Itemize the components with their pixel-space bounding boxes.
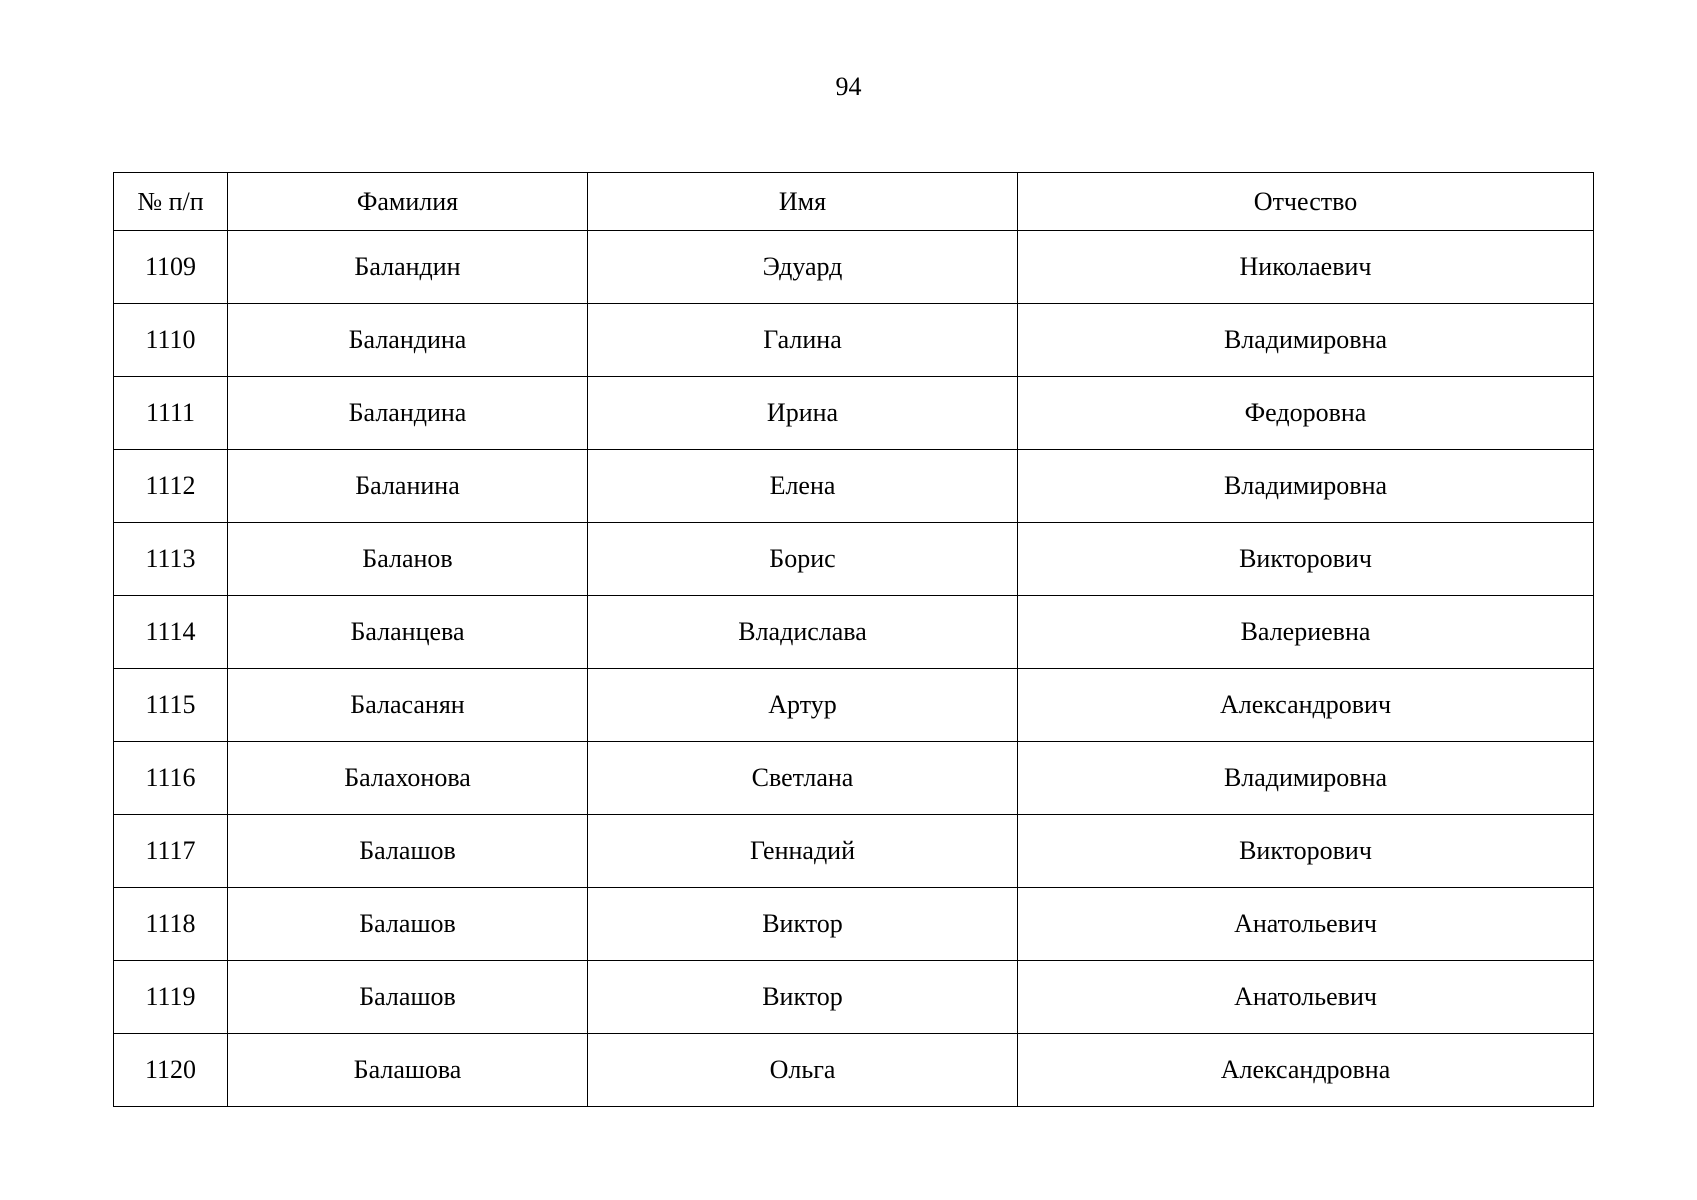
cell-first-name: Геннадий <box>588 815 1018 888</box>
cell-patronymic: Викторович <box>1018 523 1594 596</box>
header-num: № п/п <box>114 173 228 231</box>
cell-num: 1120 <box>114 1034 228 1107</box>
cell-patronymic: Владимировна <box>1018 742 1594 815</box>
cell-last-name: Баландин <box>228 231 588 304</box>
cell-last-name: Баланов <box>228 523 588 596</box>
cell-last-name: Баланцева <box>228 596 588 669</box>
cell-first-name: Эдуард <box>588 231 1018 304</box>
cell-patronymic: Федоровна <box>1018 377 1594 450</box>
table-row <box>114 231 1594 304</box>
cell-num: 1117 <box>114 815 228 888</box>
cell-last-name: Балашова <box>228 1034 588 1107</box>
table-row <box>114 304 1594 377</box>
cell-last-name: Баланина <box>228 450 588 523</box>
table-row <box>114 669 1594 742</box>
names-table <box>113 172 1594 1107</box>
cell-patronymic: Валериевна <box>1018 596 1594 669</box>
cell-first-name: Виктор <box>588 961 1018 1034</box>
cell-patronymic: Анатольевич <box>1018 888 1594 961</box>
cell-num: 1118 <box>114 888 228 961</box>
cell-last-name: Балашов <box>228 961 588 1034</box>
cell-patronymic: Николаевич <box>1018 231 1594 304</box>
table-row <box>114 742 1594 815</box>
header-last-name: Фамилия <box>228 173 588 231</box>
table-row <box>114 596 1594 669</box>
table-row <box>114 961 1594 1034</box>
cell-patronymic: Анатольевич <box>1018 961 1594 1034</box>
cell-patronymic: Владимировна <box>1018 304 1594 377</box>
cell-num: 1113 <box>114 523 228 596</box>
cell-first-name: Ольга <box>588 1034 1018 1107</box>
page-number: 94 <box>835 72 862 101</box>
cell-num: 1112 <box>114 450 228 523</box>
cell-last-name: Баландина <box>228 304 588 377</box>
table-header-row <box>114 173 1594 231</box>
cell-last-name: Балахонова <box>228 742 588 815</box>
header-patronymic: Отчество <box>1018 173 1594 231</box>
cell-first-name: Виктор <box>588 888 1018 961</box>
cell-patronymic: Александрович <box>1018 669 1594 742</box>
cell-last-name: Баласанян <box>228 669 588 742</box>
cell-first-name: Артур <box>588 669 1018 742</box>
cell-num: 1110 <box>114 304 228 377</box>
table-row <box>114 450 1594 523</box>
header-first-name: Имя <box>588 173 1018 231</box>
cell-num: 1109 <box>114 231 228 304</box>
cell-last-name: Баландина <box>228 377 588 450</box>
cell-first-name: Елена <box>588 450 1018 523</box>
cell-patronymic: Викторович <box>1018 815 1594 888</box>
cell-first-name: Владислава <box>588 596 1018 669</box>
cell-last-name: Балашов <box>228 888 588 961</box>
cell-num: 1115 <box>114 669 228 742</box>
cell-first-name: Светлана <box>588 742 1018 815</box>
cell-num: 1114 <box>114 596 228 669</box>
cell-num: 1111 <box>114 377 228 450</box>
table-row <box>114 377 1594 450</box>
cell-num: 1119 <box>114 961 228 1034</box>
table-body <box>114 231 1594 1107</box>
cell-first-name: Ирина <box>588 377 1018 450</box>
table-row <box>114 523 1594 596</box>
cell-first-name: Борис <box>588 523 1018 596</box>
table-row <box>114 815 1594 888</box>
cell-patronymic: Владимировна <box>1018 450 1594 523</box>
cell-first-name: Галина <box>588 304 1018 377</box>
table-row <box>114 888 1594 961</box>
table-row <box>114 1034 1594 1107</box>
cell-last-name: Балашов <box>228 815 588 888</box>
cell-patronymic: Александровна <box>1018 1034 1594 1107</box>
cell-num: 1116 <box>114 742 228 815</box>
